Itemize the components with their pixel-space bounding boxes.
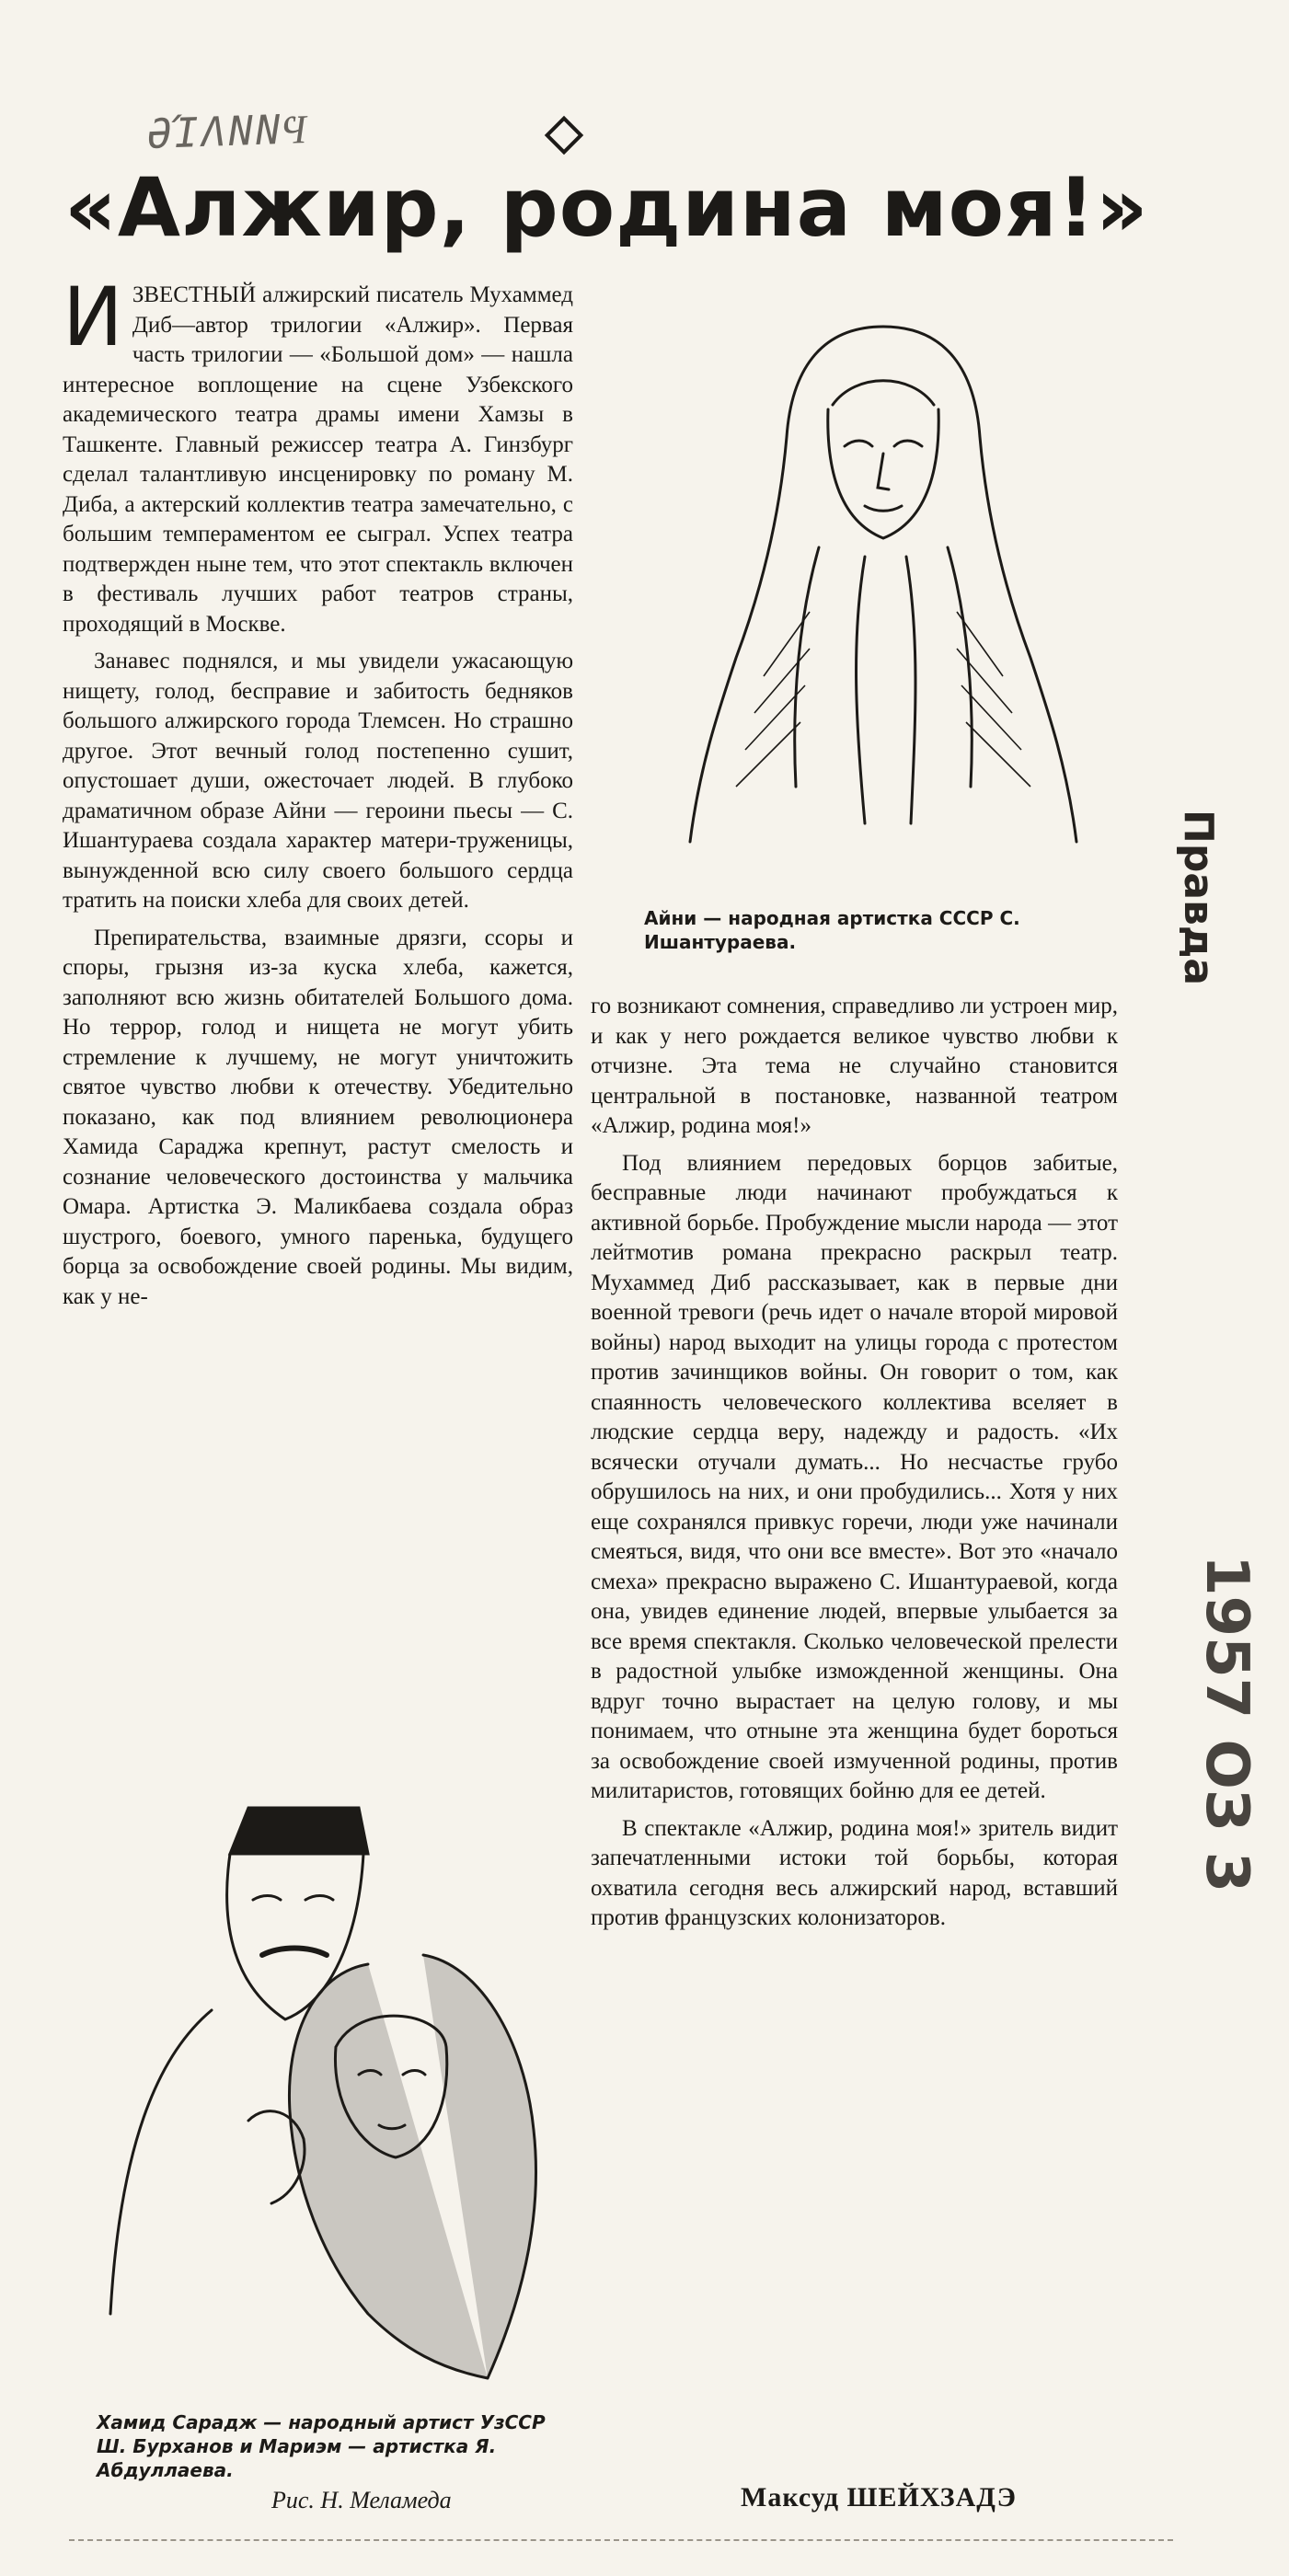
right-eye [894, 441, 922, 446]
pair-illustration [92, 1799, 570, 2397]
fez-outline [230, 1808, 368, 1854]
caption-aini: Айни — народная артистка СССР С. Ишантураева. [644, 907, 1020, 953]
man-mustache [262, 1949, 327, 1956]
caption-pair: Хамид Сарадж — народный артист УзССР Ш. Бурханов и Мариэм — артистка Я. Абдуллаева. [97, 2411, 546, 2481]
article-paragraph: го возникают сомнения, справедливо ли устроен мир, и как у него рождается великое чувство любви к отчизне. Эта тема не случайно становится центральной в постановке, названной театром «Алжир, родина моя!» [591, 994, 1118, 1138]
handwritten-note: ƏΊΛΝΝϤ [146, 105, 310, 159]
headline: «Алжир, родина моя!» [64, 160, 1149, 255]
cloak-fold [948, 547, 972, 787]
cloak-fold [795, 547, 819, 787]
cloak-fold [857, 557, 865, 823]
margin-stamp-newspaper: Правда [1175, 810, 1222, 986]
mouth [865, 506, 902, 511]
hatching [736, 612, 1030, 787]
left-eye [845, 441, 872, 446]
article-paragraph: Препирательства, взаимные дрязги, ссоры и споры, грызня из-за куска хлеба, кажется, заполняют всю жизнь обитателей Большого дома. Но террор, голод и нищета не могут убить стремление к лучшему, не могут уничтожить святое чувство любви к отечеству. Убедительно показано, как под влиянием революционера Хамида Сараджа крепнут, растут смелость и сознание человеческого достоинства у мальчика Омара. Артистка Э. Маликбаева создала образ шустрого, боевого, умного паренька, будущего борца за освобождение своей родины. Мы видим, как у не- [63, 925, 573, 1309]
article-column-1 [63, 270, 573, 1319]
illustration-credit: Рис. Н. Меламеда [271, 2487, 452, 2513]
article-paragraph: Под влиянием передовых борцов забитые, бесправные люди начинают пробуждаться к активной борьбе. Пробуждение мысли народа — этот лейтмотив романа прекрасно раскрыл театр. Мухаммед Диб рассказывает, как в первые дни военной тревоги (речь идет о начале второй мировой войны) народ выходит на улицы города с протестом против зачинщиков войны. Он говорит о том, как спаянность человеческого коллектива вселяет в людские сердца веру, надежду и радость. «Их всячески отучали думать... Но несчастье грубо обрушилось на них, и они пробудились... Хотя у них еще сохранялся привкус горечи, люди уже начинали смеяться, видя, что они все вместе». Вот это «начало смеха» прекрасно выражено С. Ишантураевой, когда она, увидев единение людей, впервые улыбается за все время спектакля. Сколько человеческой прелести в радостной улыбке изможденной женщины. Она вдруг точно вырастает на целую голову, и мы понимаем, что отныне эта женщина будет бороться за освобождение своей измученной родины, против милитаристов, готовящих бойню для ее детей. [591, 1150, 1118, 1803]
diamond-ornament-icon [545, 116, 583, 155]
margin-stamp-date: 1957 ОЗ 3 [1192, 1555, 1260, 1893]
cloak-fold [906, 557, 915, 823]
face-outline [828, 409, 938, 538]
man-eyes [253, 1896, 333, 1901]
headscarf-outline [690, 327, 883, 842]
author-byline: Максуд ШЕЙХЗАДЭ [741, 2482, 1017, 2513]
drop-cap: И [63, 270, 123, 364]
portrait-illustration [681, 308, 1086, 851]
article-paragraph: В спектакле «Алжир, родина моя!» зритель видит запечатленными истоки той борьбы, которая охватила сегодня весь алжирский народ, вставший против французских колонизаторов. [591, 1815, 1118, 1930]
article-paragraph [63, 270, 573, 639]
hair-line [833, 381, 934, 405]
bottom-tear-line [69, 2539, 1173, 2541]
nose [878, 454, 889, 489]
article-paragraph: Занавес поднялся, и мы увидели ужасающую нищету, голод, бесправие и забитость бедняков большого алжирского города Тлемсен. Но страшно другое. Этот вечный голод постепенно сушит, опустошает души, ожесточает людей. В глубоко драматичном образе Айни — героини пьесы — С. Ишантураева создала характер матери-труженицы, вынужденной всю силу своего большого сердца тратить на поиски хлеба для своих детей. [63, 649, 573, 913]
paragraph-text: ЗВЕСТНЫЙ алжирский писатель Мухаммед Диб—автор трилогии «Алжир». Первая часть трилогии — «Большой дом» — нашла интересное воплощение на сцене Узбекского академического театра драмы имени Хамзы в Ташкенте. Главный режиссер театра А. Гинзбург сделал талантливую инсценировку по роману М. Диба, а актерский коллектив театра замечательно, с большим темпераментом ее сыграл. Успех театра подтвержден ныне тем, что этот спектакль включен в фестиваль лучших работ театров страны, проходящий в Москве. [63, 282, 573, 637]
man-shoulder [110, 2010, 212, 2314]
article-column-2 [591, 992, 1118, 1941]
